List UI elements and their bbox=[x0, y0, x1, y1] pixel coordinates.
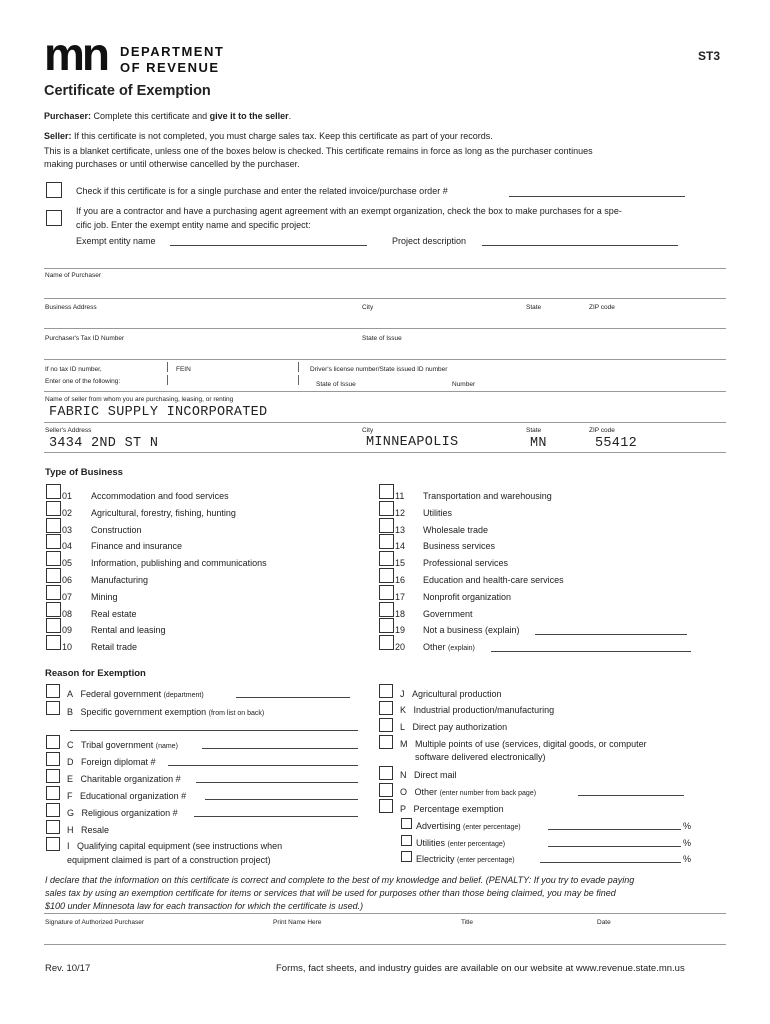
reason-g-field[interactable] bbox=[194, 816, 358, 817]
business-type-label: Information, publishing and communications bbox=[91, 558, 267, 569]
reason-b-checkbox[interactable] bbox=[46, 701, 60, 715]
website-note: Forms, fact sheets, and industry guides are available on our website at www.revenue.state.mn.us bbox=[276, 963, 685, 974]
business-type-code: 16 bbox=[395, 575, 406, 585]
declaration-line2: sales tax by using an exemption certificate for items or services that will be used for purposes other than those being claimed, you may be fined bbox=[45, 888, 616, 898]
reason-m-checkbox[interactable] bbox=[379, 735, 393, 749]
business-type-checkbox-08[interactable] bbox=[46, 602, 61, 617]
page-title: Certificate of Exemption bbox=[44, 83, 211, 99]
business-type-checkbox-14[interactable] bbox=[379, 534, 394, 549]
business-type-label: Real estate bbox=[91, 608, 137, 619]
tax-id-label: Purchaser's Tax ID Number bbox=[45, 335, 125, 342]
seller-name-value[interactable]: FABRIC SUPPLY INCORPORATED bbox=[49, 405, 268, 420]
business-address-label: Business Address bbox=[45, 304, 97, 311]
business-type-label: Professional services bbox=[423, 558, 509, 569]
reason-e: E Charitable organization # bbox=[67, 774, 181, 784]
reason-c-field[interactable] bbox=[202, 748, 358, 749]
reason-k-checkbox[interactable] bbox=[379, 701, 393, 715]
percentage-checkbox-utilities[interactable] bbox=[401, 835, 412, 846]
business-type-label: Mining bbox=[91, 591, 118, 602]
reason-k: K Industrial production/manufacturing bbox=[400, 705, 555, 715]
contractor-line2: cific job. Enter the exempt entity name and specific project: bbox=[76, 220, 311, 230]
business-type-checkbox-15[interactable] bbox=[379, 551, 394, 566]
reason-f-checkbox[interactable] bbox=[46, 786, 60, 800]
state-of-issue-label: State of Issue bbox=[362, 335, 402, 342]
business-type-code: 07 bbox=[62, 591, 73, 602]
business-type-checkbox-10[interactable] bbox=[46, 635, 61, 650]
business-type-code: 14 bbox=[395, 541, 406, 552]
business-type-code: 05 bbox=[62, 558, 73, 569]
blanket-line1: This is a blanket certificate, unless one of the boxes below is checked. This certificate remains in force as long as the purchaser continues bbox=[44, 146, 593, 156]
seller-zip-label: ZIP code bbox=[589, 427, 615, 434]
reason-g: G Religious organization # bbox=[67, 808, 178, 818]
exempt-entity-field[interactable] bbox=[170, 245, 367, 246]
business-type-checkbox-12[interactable] bbox=[379, 501, 394, 516]
reason-f: F Educational organization # bbox=[67, 791, 187, 801]
business-type-checkbox-16[interactable] bbox=[379, 568, 394, 583]
reason-a-field[interactable] bbox=[236, 697, 350, 698]
reason-n: N Direct mail bbox=[400, 770, 457, 780]
business-type-checkbox-11[interactable] bbox=[379, 484, 394, 499]
reason-c: C Tribal government (name) bbox=[67, 740, 178, 750]
business-type-code: 13 bbox=[395, 524, 406, 535]
purchaser-instruction: Purchaser: Complete this certificate and give it to the seller. bbox=[44, 111, 292, 121]
business-type-checkbox-01[interactable] bbox=[46, 484, 61, 499]
declaration-line3: $100 under Minnesota law for each transaction for which the certificate is used.) bbox=[45, 901, 364, 911]
reason-heading: Reason for Exemption bbox=[45, 668, 146, 679]
reason-i-line2: equipment claimed is part of a construction project) bbox=[67, 855, 271, 865]
business-type-code: 15 bbox=[395, 558, 406, 569]
percent-sign: % bbox=[683, 821, 692, 831]
seller-city-label: City bbox=[362, 427, 374, 434]
seller-instruction: Seller: If this certificate is not completed, you must charge sales tax. Keep this certificate as part of your records. bbox=[44, 131, 493, 141]
business-type-code: 01 bbox=[62, 491, 73, 501]
business-type-code: 18 bbox=[395, 608, 406, 619]
reason-d-checkbox[interactable] bbox=[46, 752, 60, 766]
single-purchase-label: Check if this certificate is for a single purchase and enter the related invoice/purchase order # bbox=[76, 186, 448, 196]
business-type-label: Finance and insurance bbox=[91, 541, 183, 552]
percentage-checkbox-electricity[interactable] bbox=[401, 851, 412, 862]
not-a-business-explain-field[interactable] bbox=[535, 634, 687, 635]
business-type-code: 17 bbox=[395, 591, 406, 602]
business-type-checkbox-03[interactable] bbox=[46, 518, 61, 533]
date-label: Date bbox=[597, 919, 611, 926]
business-type-label: Construction bbox=[91, 524, 142, 535]
reason-g-checkbox[interactable] bbox=[46, 803, 60, 817]
business-type-code: 10 bbox=[62, 642, 73, 653]
revision-label: Rev. 10/17 bbox=[45, 963, 91, 974]
name-of-purchaser-label: Name of Purchaser bbox=[45, 272, 101, 279]
reason-j: J Agricultural production bbox=[400, 689, 502, 699]
business-type-checkbox-19[interactable] bbox=[379, 618, 394, 633]
business-type-label: Wholesale trade bbox=[423, 524, 489, 535]
city-label: City bbox=[362, 304, 374, 311]
business-type-label: Education and health-care services bbox=[423, 575, 564, 585]
dl-number-label: Number bbox=[452, 381, 476, 388]
revenue-logo bbox=[44, 28, 244, 80]
business-type-label: Utilities bbox=[423, 507, 453, 518]
reason-l-checkbox[interactable] bbox=[379, 718, 393, 732]
contractor-checkbox[interactable] bbox=[46, 210, 62, 226]
business-type-label: Transportation and warehousing bbox=[423, 491, 552, 501]
reason-b-field[interactable] bbox=[70, 730, 358, 731]
reason-i-checkbox[interactable] bbox=[46, 837, 60, 851]
business-type-label: Retail trade bbox=[91, 642, 138, 653]
declaration-line1: I declare that the information on this certificate is correct and complete to the best of my knowledge and belief. (PENALTY: If you try to evade paying bbox=[45, 875, 635, 885]
percentage-item-label: Advertising (enter percentage) bbox=[416, 821, 521, 831]
business-type-code: 08 bbox=[62, 608, 73, 619]
business-type-checkbox-17[interactable] bbox=[379, 585, 394, 600]
percent-sign: % bbox=[683, 837, 692, 848]
business-type-checkbox-05[interactable] bbox=[46, 551, 61, 566]
reason-d-field[interactable] bbox=[168, 765, 358, 766]
exempt-entity-label: Exempt entity name bbox=[76, 236, 156, 246]
business-type-checkbox-18[interactable] bbox=[379, 602, 394, 617]
reason-b: B Specific government exemption (from list on back) bbox=[67, 707, 265, 717]
business-type-label: Not a business (explain) bbox=[423, 625, 520, 636]
reason-n-checkbox[interactable] bbox=[379, 766, 393, 780]
business-type-label: Business services bbox=[423, 541, 496, 552]
signature-label: Signature of Authorized Purchaser bbox=[45, 919, 145, 926]
percentage-item-label: Electricity (enter percentage) bbox=[416, 854, 515, 864]
reason-d: D Foreign diplomat # bbox=[67, 757, 156, 767]
business-type-code: 19 bbox=[395, 625, 406, 636]
title-label: Title bbox=[461, 919, 474, 926]
reason-j-checkbox[interactable] bbox=[379, 684, 393, 698]
percent-sign: % bbox=[683, 854, 692, 864]
seller-state-value[interactable]: MN bbox=[530, 436, 547, 451]
seller-zip-value[interactable]: 55412 bbox=[595, 436, 638, 451]
reason-m-line2: software delivered electronically) bbox=[415, 752, 546, 762]
business-type-label: Agricultural, forestry, fishing, hunting bbox=[91, 507, 236, 518]
state-label: State bbox=[526, 304, 542, 311]
blanket-line2: making purchases or until otherwise cancelled by the purchaser. bbox=[44, 159, 300, 169]
reason-o: O Other (enter number from back page) bbox=[400, 787, 537, 797]
seller-state-label: State bbox=[526, 427, 542, 434]
reason-o-field[interactable] bbox=[578, 795, 684, 796]
business-type-checkbox-07[interactable] bbox=[46, 585, 61, 600]
reason-i: I Qualifying capital equipment (see instructions when bbox=[67, 841, 283, 851]
business-type-checkbox-13[interactable] bbox=[379, 518, 394, 533]
print-name-label: Print Name Here bbox=[273, 919, 322, 926]
business-type-label: Government bbox=[423, 608, 473, 619]
name-of-seller-label: Name of seller from whom you are purchasing, leasing, or renting bbox=[45, 396, 234, 403]
business-type-label: Accommodation and food services bbox=[91, 491, 229, 501]
business-type-code: 12 bbox=[395, 507, 406, 518]
invoice-number-field[interactable] bbox=[509, 196, 685, 197]
business-type-checkbox-02[interactable] bbox=[46, 501, 61, 516]
business-type-code: 02 bbox=[62, 507, 73, 518]
logo-dept-line2: OF REVENUE bbox=[120, 60, 220, 75]
business-type-code: 20 bbox=[395, 642, 406, 653]
percentage-checkbox-advertising[interactable] bbox=[401, 818, 412, 829]
no-tax-id-line1: If no tax ID number, bbox=[45, 366, 102, 373]
business-type-code: 04 bbox=[62, 541, 73, 552]
project-desc-field[interactable] bbox=[482, 245, 678, 246]
business-type-code: 06 bbox=[62, 575, 73, 585]
reason-c-checkbox[interactable] bbox=[46, 735, 60, 749]
no-tax-id-line2: Enter one of the following: bbox=[45, 378, 121, 385]
business-type-checkbox-06[interactable] bbox=[46, 568, 61, 583]
business-type-code: 03 bbox=[62, 524, 73, 535]
business-type-label: Rental and leasing bbox=[91, 625, 166, 636]
reason-f-field[interactable] bbox=[205, 799, 358, 800]
business-type-code: 09 bbox=[62, 625, 73, 636]
fein-label: FEIN bbox=[176, 366, 191, 373]
business-type-label: Nonprofit organization bbox=[423, 591, 512, 602]
reason-l: L Direct pay authorization bbox=[400, 722, 508, 732]
zip-label: ZIP code bbox=[589, 304, 615, 311]
sellers-address-label: Seller's Address bbox=[45, 427, 92, 434]
reason-h-checkbox[interactable] bbox=[46, 820, 60, 834]
reason-o-checkbox[interactable] bbox=[379, 783, 393, 797]
reason-a: A Federal government (department) bbox=[67, 689, 204, 699]
business-type-checkbox-20[interactable] bbox=[379, 635, 394, 650]
business-type-label: Other (explain) bbox=[423, 642, 475, 653]
percentage-field[interactable] bbox=[540, 862, 681, 863]
reason-p-checkbox[interactable] bbox=[379, 799, 393, 813]
other-explain-field[interactable] bbox=[491, 651, 691, 652]
logo-dept-line1: DEPARTMENT bbox=[120, 44, 225, 59]
drivers-license-label: Driver's license number/State issued ID number bbox=[310, 366, 448, 373]
single-purchase-checkbox[interactable] bbox=[46, 182, 62, 198]
seller-city-value[interactable]: MINNEAPOLIS bbox=[366, 435, 459, 450]
dl-state-of-issue-label: State of Issue bbox=[316, 381, 356, 388]
reason-e-field[interactable] bbox=[196, 782, 358, 783]
reason-e-checkbox[interactable] bbox=[46, 769, 60, 783]
business-type-checkbox-09[interactable] bbox=[46, 618, 61, 633]
logo-mn-mark: mn bbox=[44, 28, 107, 80]
project-desc-label: Project description bbox=[392, 236, 467, 246]
business-type-label: Manufacturing bbox=[91, 575, 149, 585]
form-code: ST3 bbox=[698, 49, 721, 63]
reason-p: P Percentage exemption bbox=[400, 804, 504, 814]
percentage-item-label: Utilities (enter percentage) bbox=[416, 837, 506, 848]
type-of-business-heading: Type of Business bbox=[45, 467, 123, 478]
seller-address-value[interactable]: 3434 2ND ST N bbox=[49, 436, 159, 451]
reason-m: M Multiple points of use (services, digital goods, or computer bbox=[400, 739, 647, 749]
percentage-field[interactable] bbox=[548, 846, 681, 847]
reason-a-checkbox[interactable] bbox=[46, 684, 60, 698]
contractor-line1: If you are a contractor and have a purchasing agent agreement with an exempt organization, check the box to make purchases for a spe- bbox=[76, 206, 622, 216]
reason-h: H Resale bbox=[67, 825, 110, 835]
business-type-checkbox-04[interactable] bbox=[46, 534, 61, 549]
percentage-field[interactable] bbox=[548, 829, 681, 830]
business-type-code: 11 bbox=[395, 491, 405, 501]
